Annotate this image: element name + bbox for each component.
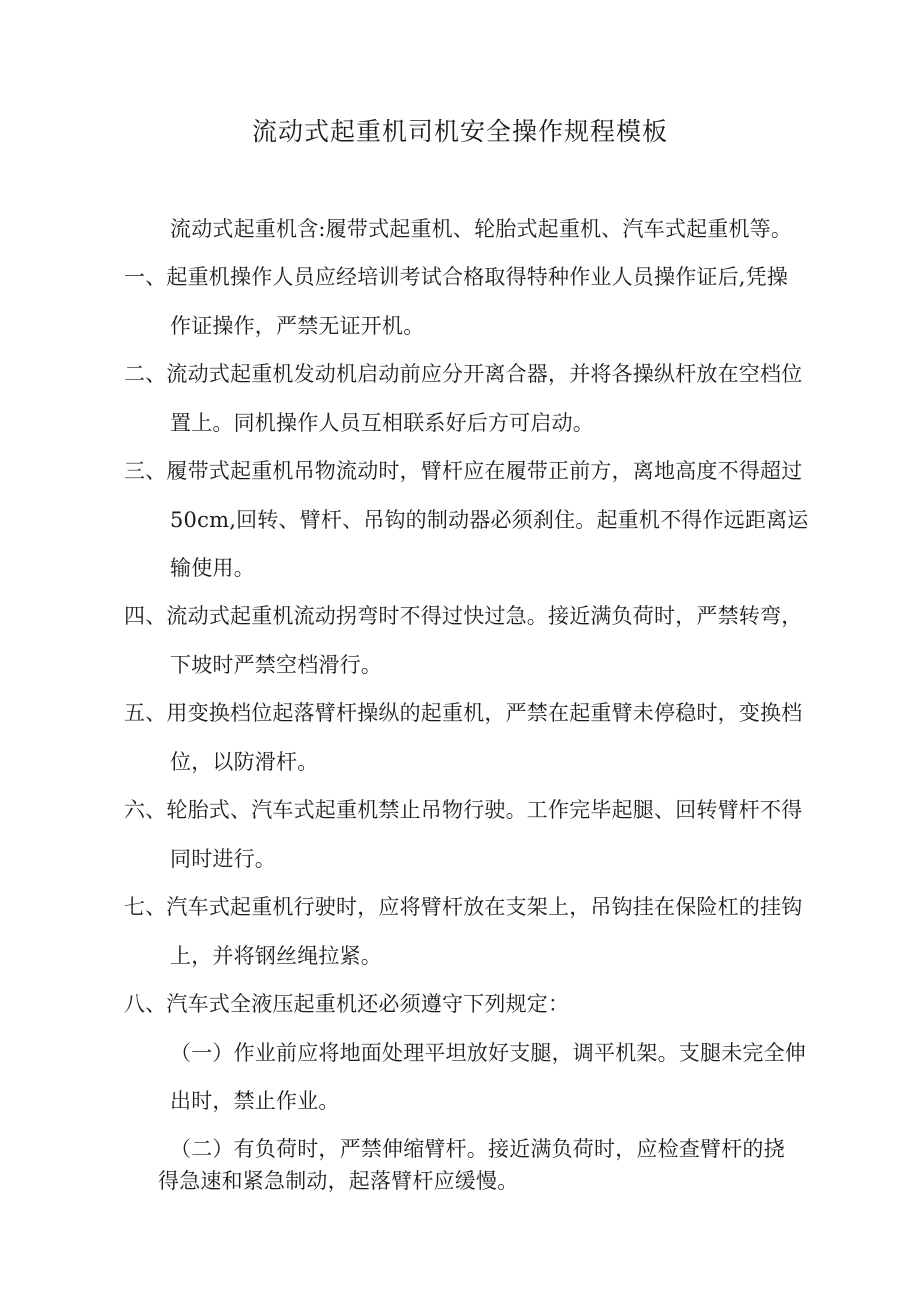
- sub-clause-1-line-2: 出时，禁止作业。: [170, 1089, 340, 1113]
- clause-2-line-1: 二、流动式起重机发动机启动前应分开离合器，并将各操纵杆放在空档位: [124, 362, 803, 386]
- clause-2-line-2: 置上。同机操作人员互相联系好后方可启动。: [170, 411, 594, 435]
- clause-4-line-2: 下坡时严禁空档滑行。: [170, 653, 382, 677]
- document-title: 流动式起重机司机安全操作规程模板: [251, 117, 668, 146]
- clause-3-line-2: 50cm,回转、臂杆、吊钩的制动器必须刹住。起重机不得作远距离运: [170, 508, 809, 532]
- clause-5-line-1: 五、用变换档位起落臂杆操纵的起重机，严禁在起重臂未停稳时，变换档: [124, 701, 803, 725]
- intro-paragraph: 流动式起重机含:履带式起重机、轮胎式起重机、汽车式起重机等。: [170, 217, 793, 241]
- sub-clause-2-line-1: （二）有负荷时，严禁伸缩臂杆。接近满负荷时，应检查臂杆的挠: [170, 1137, 785, 1161]
- sub-clause-1-line-1: （一）作业前应将地面处理平坦放好支腿，调平机架。支腿未完全伸: [170, 1041, 806, 1065]
- clause-8-heading: 八、汽车式全液压起重机还必须遵守下列规定：: [124, 992, 570, 1016]
- sub-clause-2-line-2: 得急速和紧急制动，起落臂杆应缓慢。: [158, 1169, 519, 1193]
- clause-7-line-1: 七、汽车式起重机行驶时，应将臂杆放在支架上，吊钩挂在保险杠的挂钩: [124, 895, 803, 919]
- clause-4-line-1: 四、流动式起重机流动拐弯时不得过快过急。接近满负荷时，严禁转弯，: [124, 604, 803, 628]
- clause-3-line-1: 三、履带式起重机吊物流动时，臂杆应在履带正前方，离地高度不得超过: [124, 459, 803, 483]
- clause-6-line-2: 同时进行。: [170, 847, 276, 871]
- clause-1-line-1: 一、起重机操作人员应经培训考试合格取得特种作业人员操作证后,凭操: [124, 265, 789, 289]
- clause-6-line-1: 六、轮胎式、汽车式起重机禁止吊物行驶。工作完毕起腿、回转臂杆不得: [124, 798, 803, 822]
- clause-5-line-2: 位，以防滑杆。: [170, 750, 319, 774]
- clause-3-line-3: 输使用。: [170, 556, 255, 580]
- clause-7-line-2: 上，并将钢丝绳拉紧。: [170, 944, 382, 968]
- clause-1-line-2: 作证操作，严禁无证开机。: [170, 314, 425, 338]
